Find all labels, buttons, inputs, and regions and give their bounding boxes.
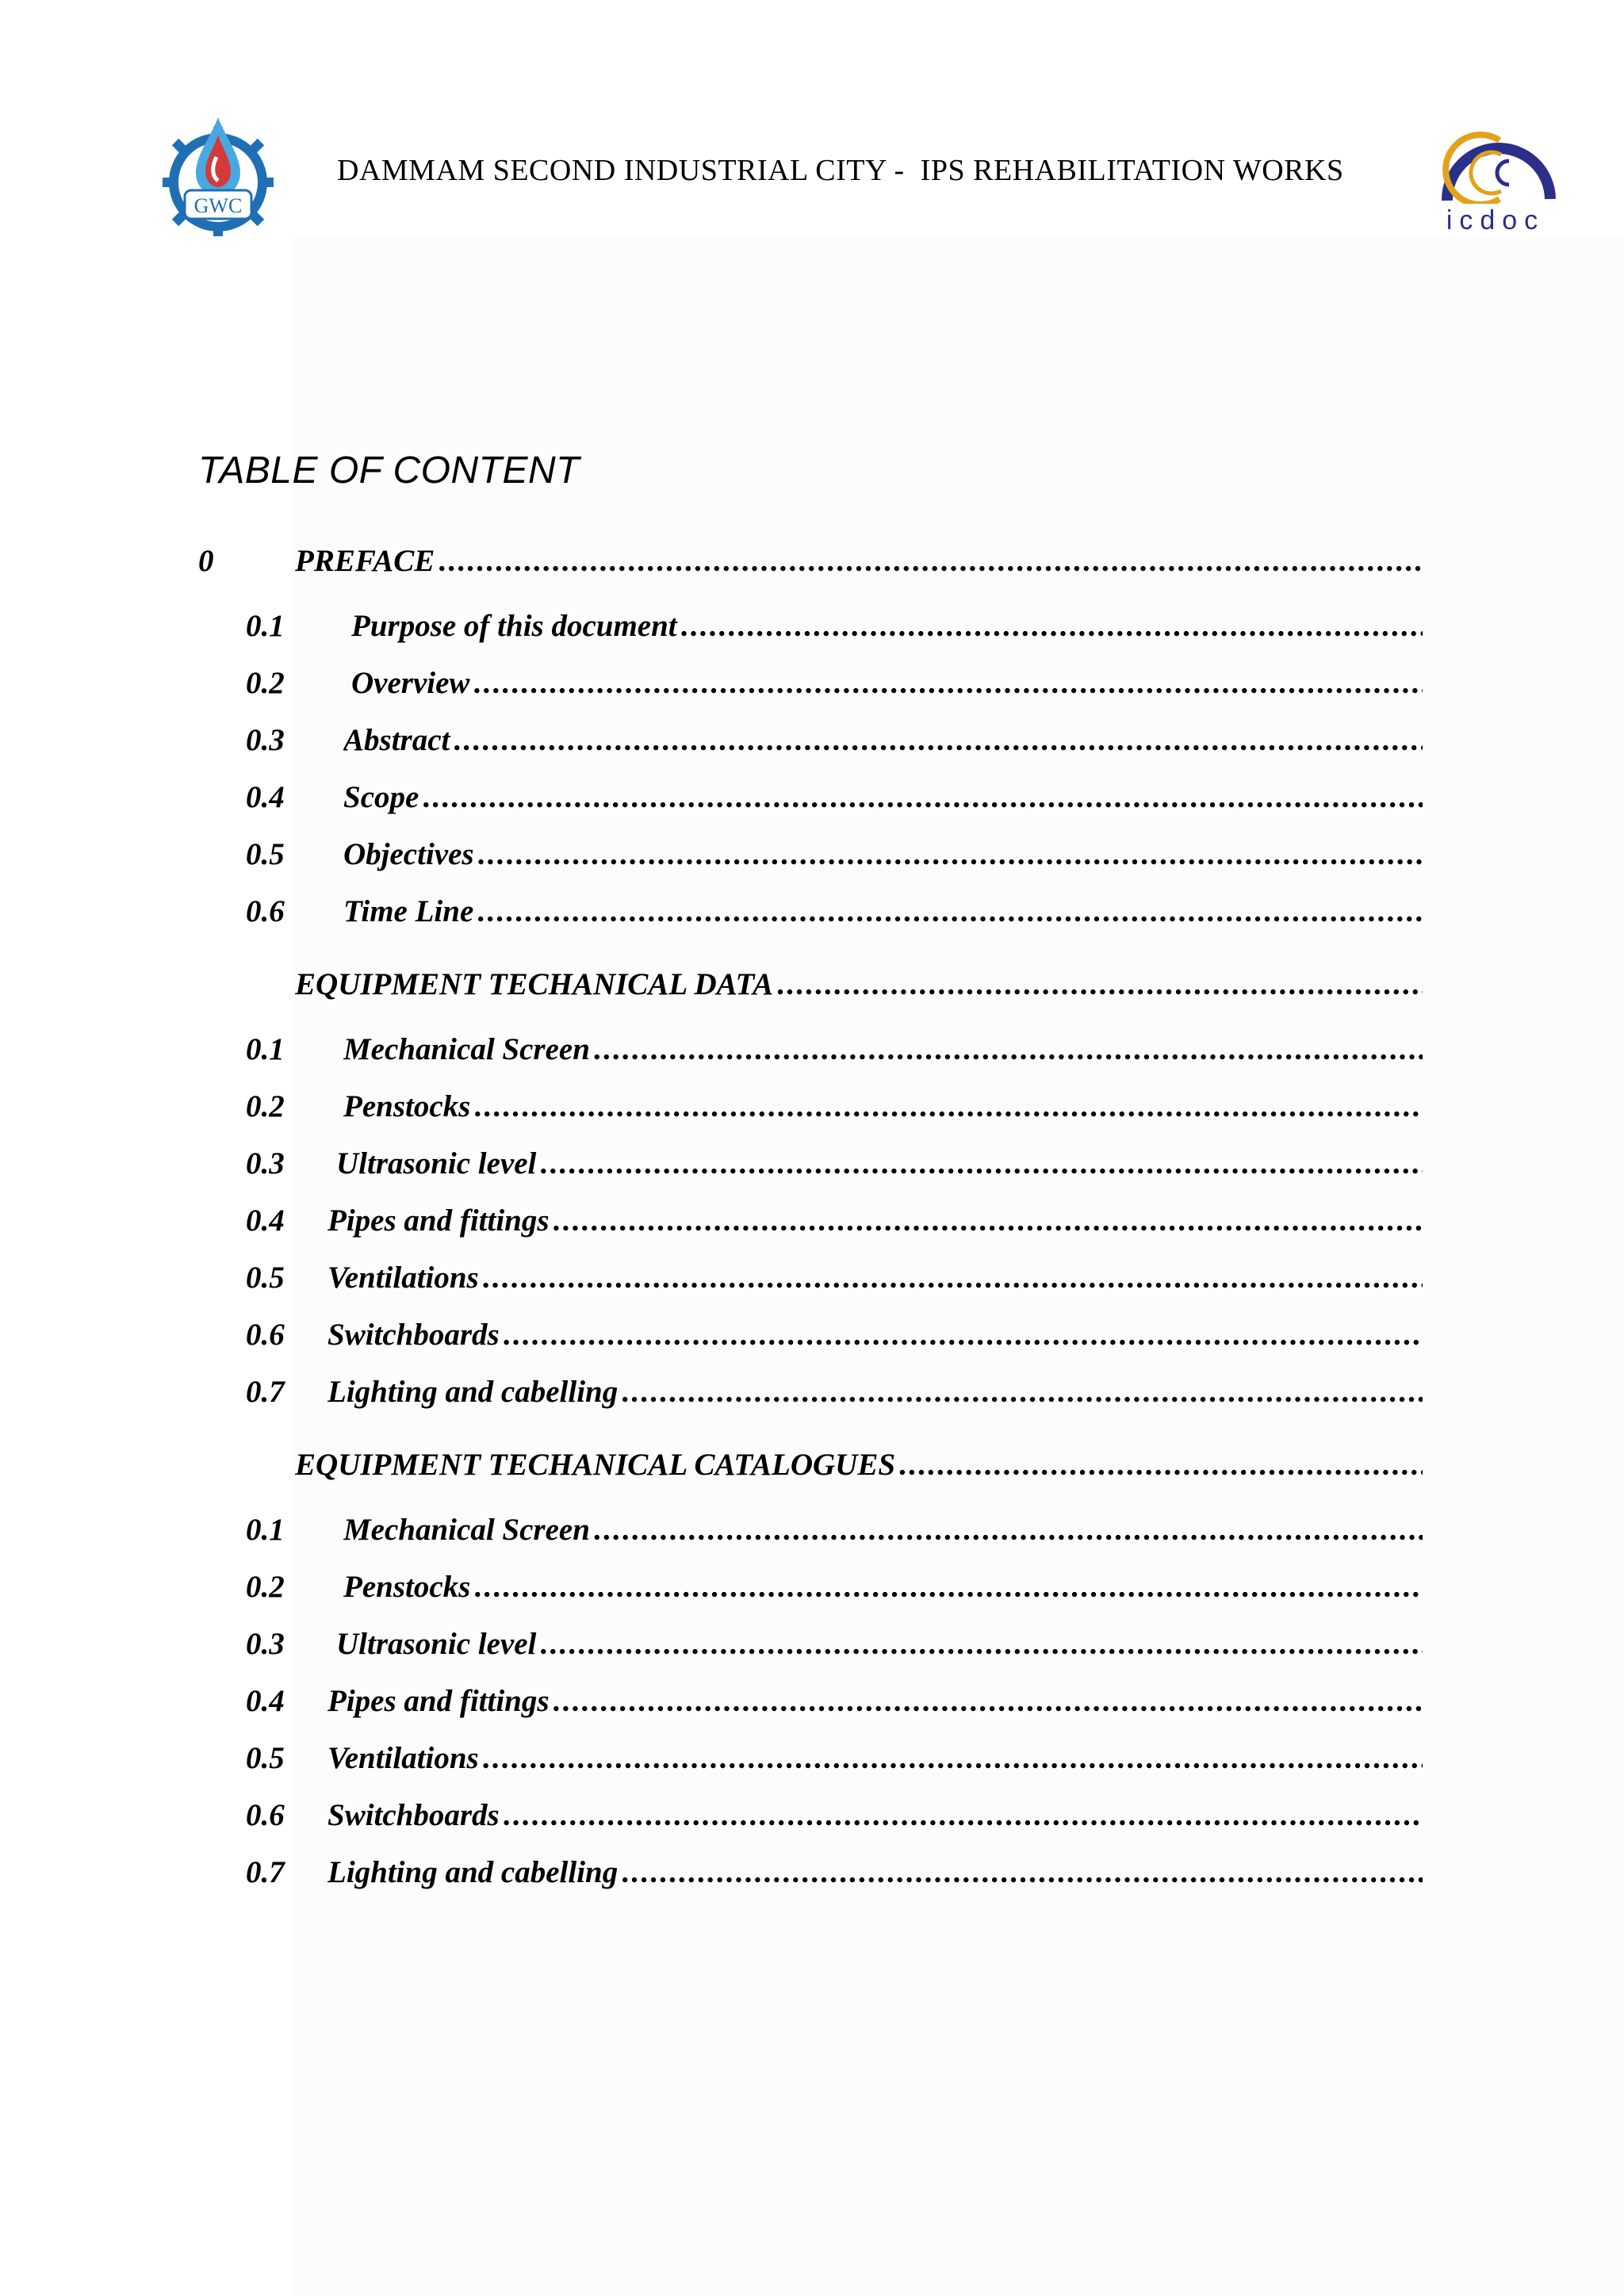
toc-entry-number: 0.6 (246, 1318, 285, 1352)
dot-leader (539, 1143, 1423, 1184)
dot-leader (473, 1086, 1423, 1127)
toc-entry-title: Objectives (343, 837, 474, 871)
dot-leader (776, 964, 1423, 1005)
toc-entry-title: Ventilations (327, 1261, 479, 1295)
toc-entry-title: Switchboards (327, 1318, 500, 1352)
toc-entry-number: 0.7 (246, 1855, 285, 1889)
toc-entry-number: 0.7 (246, 1375, 285, 1409)
toc-entry-number: 0.5 (246, 1261, 285, 1295)
toc-entry-title: Penstocks (343, 1570, 471, 1604)
toc-entry-number: 0.2 (246, 1089, 285, 1123)
dot-leader (539, 1624, 1423, 1665)
page-header (0, 0, 1624, 254)
toc-section-equipment-catalogues[interactable] (0, 1445, 1624, 1486)
toc-entry-number: 0.3 (246, 723, 285, 757)
toc-entry[interactable] (0, 1738, 1624, 1779)
dot-leader (553, 1200, 1423, 1242)
toc-entry[interactable] (0, 720, 1624, 761)
toc-entry[interactable] (0, 1143, 1624, 1184)
toc-entry[interactable] (0, 663, 1624, 704)
toc-entry[interactable] (0, 1372, 1624, 1413)
toc-entry-title: Mechanical Screen (343, 1513, 590, 1547)
toc-entry[interactable] (0, 1314, 1624, 1356)
toc-entry-title: Ventilations (327, 1741, 479, 1775)
toc-section-equipment-data[interactable] (0, 964, 1624, 1005)
toc-section-title: EQUIPMENT TECHANICAL DATA (295, 967, 774, 1001)
toc-entry-title: Mechanical Screen (343, 1032, 590, 1066)
toc-entry-number: 0.1 (246, 1513, 285, 1547)
dot-leader (482, 1257, 1423, 1299)
dot-leader (477, 834, 1423, 875)
toc-entry-title: Switchboards (327, 1798, 500, 1832)
toc-entry-title: Purpose of this document (351, 609, 677, 643)
toc-entry-title: Pipes and fittings (327, 1684, 550, 1718)
dot-leader (473, 1567, 1423, 1608)
toc-entry-number: 0.4 (246, 1684, 285, 1718)
dot-leader (422, 777, 1423, 818)
toc-entry-number: 0.3 (246, 1627, 285, 1661)
toc-entry[interactable] (0, 1257, 1624, 1299)
dot-leader (593, 1029, 1423, 1070)
toc-entry[interactable] (0, 891, 1624, 932)
toc-entry[interactable] (0, 777, 1624, 818)
toc-entry-number: 0.5 (246, 837, 285, 871)
toc-entry[interactable] (0, 1567, 1624, 1608)
toc-entry-title: Ultrasonic level (336, 1146, 537, 1181)
icdoc-logo-text: icdoc (1446, 205, 1545, 235)
toc-entry-title: Lighting and cabelling (327, 1855, 619, 1889)
toc-entry-number: 0.4 (246, 1203, 285, 1238)
toc-entry-title: Scope (343, 780, 419, 814)
toc-entry-title: Overview (351, 666, 470, 700)
toc-entry-number: 0.1 (246, 1032, 285, 1066)
dot-leader (621, 1372, 1423, 1413)
toc-section-title: PREFACE (295, 544, 435, 578)
dot-leader (680, 606, 1423, 647)
toc-entry-title: Abstract (343, 723, 450, 757)
toc-entry-number: 0.3 (246, 1146, 285, 1181)
dot-leader (477, 891, 1423, 932)
toc-entry-number: 0.2 (246, 1570, 285, 1604)
toc-entry-number: 0.4 (246, 780, 285, 814)
dot-leader (438, 541, 1423, 582)
toc-entry[interactable] (0, 1029, 1624, 1070)
toc-entry-title: Penstocks (343, 1089, 471, 1123)
toc-entry[interactable] (0, 1624, 1624, 1665)
toc-entry[interactable] (0, 1795, 1624, 1836)
gwc-logo-text: GWC (193, 194, 243, 217)
toc-entry[interactable] (0, 1200, 1624, 1242)
gwc-logo-icon (155, 111, 282, 238)
toc-section-number: 0 (198, 544, 214, 578)
dot-leader (453, 720, 1423, 761)
toc-entry[interactable] (0, 1852, 1624, 1893)
dot-leader (621, 1852, 1423, 1893)
dot-leader (473, 663, 1423, 704)
header-title: DAMMAM SECOND INDUSTRIAL CITY - IPS REHABILITATION WORKS (337, 154, 1344, 187)
toc-entry-title: Pipes and fittings (327, 1203, 550, 1238)
toc-title: TABLE OF CONTENT (198, 450, 580, 492)
toc-section-title: EQUIPMENT TECHANICAL CATALOGUES (295, 1448, 896, 1482)
toc-entry-title: Lighting and cabelling (327, 1375, 619, 1409)
dot-leader (593, 1510, 1423, 1551)
toc-entry-number: 0.6 (246, 1798, 285, 1832)
toc-entry[interactable] (0, 834, 1624, 875)
toc-section-preface[interactable] (0, 541, 1624, 582)
toc-entry-number: 0.1 (246, 609, 285, 643)
icdoc-logo-icon (1423, 113, 1568, 236)
dot-leader (898, 1445, 1423, 1486)
toc-entry[interactable] (0, 1086, 1624, 1127)
toc-entry[interactable] (0, 606, 1624, 647)
dot-leader (503, 1795, 1423, 1836)
toc-entry-number: 0.5 (246, 1741, 285, 1775)
toc-entry-number: 0.2 (246, 666, 285, 700)
dot-leader (503, 1314, 1423, 1356)
toc-entry-title: Ultrasonic level (336, 1627, 537, 1661)
dot-leader (482, 1738, 1423, 1779)
dot-leader (553, 1681, 1423, 1722)
toc-entry[interactable] (0, 1510, 1624, 1551)
toc-entry[interactable] (0, 1681, 1624, 1722)
toc-entry-number: 0.6 (246, 894, 285, 928)
toc-entry-title: Time Line (343, 894, 474, 928)
